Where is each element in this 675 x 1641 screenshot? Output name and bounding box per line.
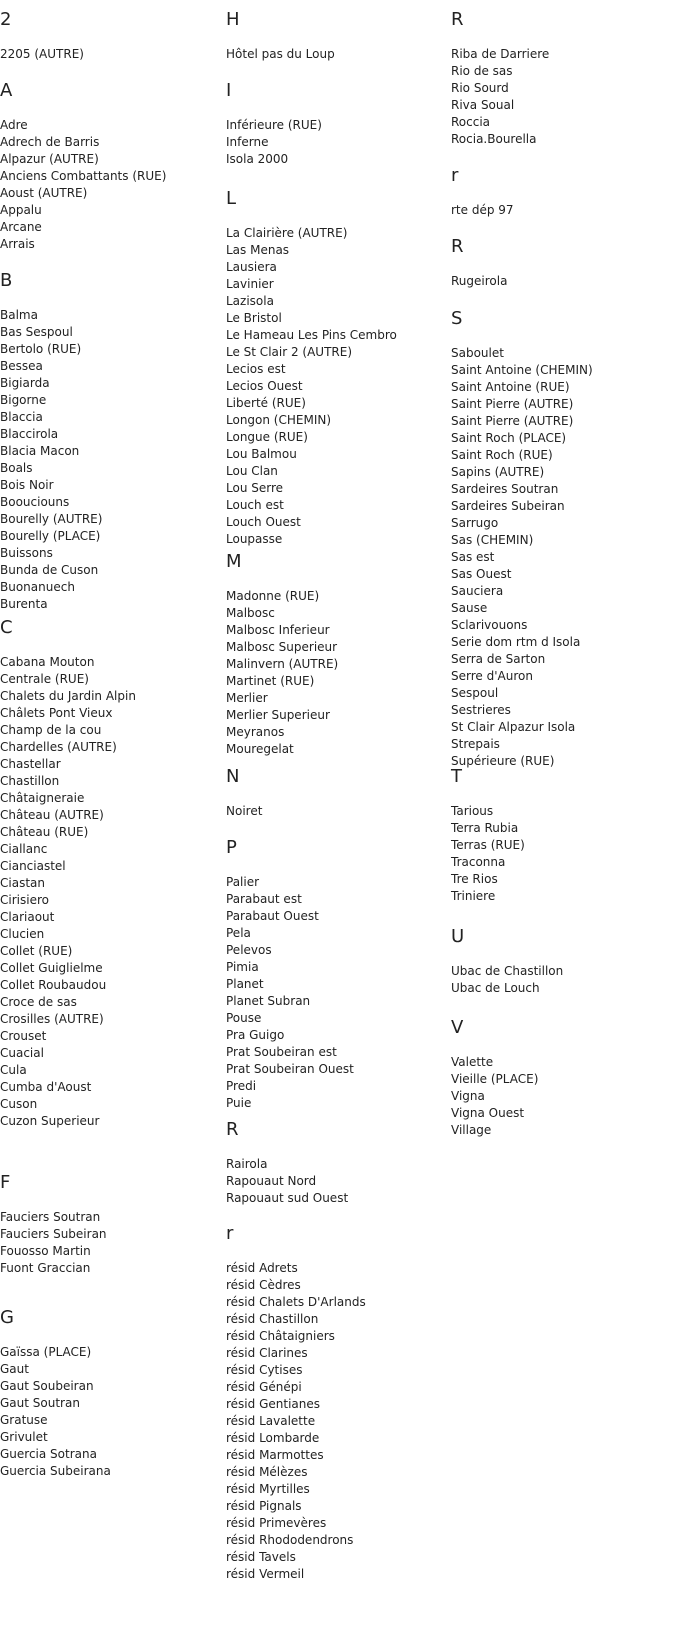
street-name: Bourelly (PLACE) [0,529,101,543]
street-list [451,202,514,219]
street-name: Isola 2000 [226,152,289,166]
street-name: Grivulet [0,1430,48,1444]
street-name: Bigiarda [0,376,50,390]
street-name: Valette [451,1055,494,1069]
street-name: résid Marmottes [226,1448,324,1462]
street-name: résid Clarines [226,1346,308,1360]
section-letter: N [226,766,240,787]
street-name: Saint Pierre (AUTRE) [451,414,574,428]
street-name: Rapouaut Nord [226,1174,317,1188]
street-name: St Clair Alpazur Isola [451,720,576,734]
street-name: Collet Guiglielme [0,961,103,975]
street-name: Sardeires Soutran [451,482,559,496]
street-name: Ubac de Chastillon [451,964,564,978]
street-name: Prat Soubeiran Ouest [226,1062,354,1076]
street-name: Lou Serre [226,481,284,495]
street-name: Guercia Subeirana [0,1464,111,1478]
street-name: résid Mélèzes [226,1465,308,1479]
street-name: Arcane [0,220,42,234]
street-name: Chardelles (AUTRE) [0,740,117,754]
street-name: Cabana Mouton [0,655,95,669]
street-name: résid Lavalette [226,1414,316,1428]
street-name: Gaut [0,1362,29,1376]
section-letter: R [451,9,464,30]
street-name: Cuson [0,1097,38,1111]
street-list [226,1260,366,1583]
street-list [451,803,525,905]
street-name: Longue (RUE) [226,430,308,444]
street-name: Châlets Pont Vieux [0,706,113,720]
street-name: Meyranos [226,725,285,739]
street-name: Blacia Macon [0,444,80,458]
street-name: Hôtel pas du Loup [226,47,335,61]
street-name: Blaccirola [0,427,59,441]
street-name: Sestrieres [451,703,511,717]
section-letter: G [0,1307,14,1328]
street-name: Triniere [451,889,496,903]
street-name: Anciens Combattants (RUE) [0,169,167,183]
street-name: Sardeires Subeiran [451,499,565,513]
street-name: Traconna [451,855,506,869]
street-name: Collet (RUE) [0,944,73,958]
street-name: Alpazur (AUTRE) [0,152,99,166]
street-list [0,654,136,1130]
section-letter: P [226,837,237,858]
street-name: Bessea [0,359,43,373]
street-name: résid Lombarde [226,1431,320,1445]
street-name: Bigorne [0,393,47,407]
street-name: Cuzon Superieur [0,1114,100,1128]
street-name: Rio de sas [451,64,513,78]
section-letter: T [451,766,462,787]
street-name: Noiret [226,804,263,818]
section-letter: U [451,926,465,947]
street-name: Malbosc Superieur [226,640,338,654]
street-name: Malbosc [226,606,275,620]
street-name: Bourelly (AUTRE) [0,512,103,526]
street-name: Martinet (RUE) [226,674,315,688]
street-name: résid Adrets [226,1261,298,1275]
street-name: Lou Clan [226,464,278,478]
street-name: Lecios Ouest [226,379,303,393]
street-name: Vieille (PLACE) [451,1072,539,1086]
street-name: Malbosc Inferieur [226,623,330,637]
street-name: Champ de la cou [0,723,102,737]
street-name: Supérieure (RUE) [451,754,555,768]
street-name: Saint Roch (RUE) [451,448,553,462]
street-name: Rugeirola [451,274,508,288]
street-list [451,345,593,770]
street-list [226,874,354,1112]
street-name: Appalu [0,203,42,217]
street-name: Liberté (RUE) [226,396,306,410]
street-name: résid Pignals [226,1499,302,1513]
street-name: Sapins (AUTRE) [451,465,545,479]
street-name: Sause [451,601,488,615]
street-name: Vigna Ouest [451,1106,525,1120]
street-name: Cula [0,1063,27,1077]
street-name: résid Vermeil [226,1567,305,1581]
street-name: Clariaout [0,910,55,924]
street-name: Predi [226,1079,257,1093]
street-name: résid Primevères [226,1516,327,1530]
street-list [0,46,84,63]
street-name: Fuont Graccian [0,1261,91,1275]
street-name: Saint Antoine (RUE) [451,380,570,394]
street-name: Bas Sespoul [0,325,73,339]
street-name: Pouse [226,1011,262,1025]
street-name: Roccia [451,115,491,129]
street-name: Terra Rubia [451,821,519,835]
street-name: Tarious [451,804,494,818]
street-name: Sas Ouest [451,567,512,581]
street-name: La Clairière (AUTRE) [226,226,348,240]
street-name: Pela [226,926,251,940]
section-letter: S [451,308,463,329]
street-name: Madonne (RUE) [226,589,320,603]
street-list [0,117,166,253]
street-name: Las Menas [226,243,290,257]
street-name: résid Cytises [226,1363,303,1377]
street-name: Lou Balmou [226,447,297,461]
street-name: Château (RUE) [0,825,89,839]
street-name: Lavinier [226,277,274,291]
street-name: résid Chalets D'Arlands [226,1295,366,1309]
section-letter: A [0,80,13,101]
street-name: Pra Guigo [226,1028,285,1042]
street-name: Balma [0,308,38,322]
street-name: résid Cèdres [226,1278,301,1292]
section-letter: M [226,551,242,572]
section-letter: R [451,236,464,257]
street-name: Bunda de Cuson [0,563,99,577]
street-list [226,225,397,548]
street-name: Merlier Superieur [226,708,330,722]
street-name: Serre d'Auron [451,669,533,683]
street-name: Croce de sas [0,995,77,1009]
street-name: Gratuse [0,1413,48,1427]
street-name: Crouset [0,1029,47,1043]
street-name: Mouregelat [226,742,294,756]
section-letter: V [451,1017,464,1038]
street-name: Inferne [226,135,269,149]
street-name: Tre Rios [451,872,498,886]
street-name: Terras (RUE) [451,838,525,852]
street-name: Blaccia [0,410,43,424]
street-list [0,307,102,613]
street-name: Bois Noir [0,478,54,492]
street-name: Parabaut Ouest [226,909,319,923]
street-name: Louch est [226,498,284,512]
street-list [451,46,549,148]
street-name: Ubac de Louch [451,981,540,995]
street-list [0,1209,107,1277]
street-list [0,1344,111,1480]
street-name: Sauciera [451,584,504,598]
street-name: Planet [226,977,264,991]
street-name: Fouosso Martin [0,1244,91,1258]
street-name: Ciastan [0,876,45,890]
street-name: Sclarivouons [451,618,528,632]
street-name: Gaïssa (PLACE) [0,1345,92,1359]
street-name: Crosilles (AUTRE) [0,1012,104,1026]
street-name: Saint Antoine (CHEMIN) [451,363,593,377]
section-letter: L [226,188,237,209]
street-name: Château (AUTRE) [0,808,104,822]
street-name: Cuacial [0,1046,44,1060]
street-name: résid Chastillon [226,1312,319,1326]
street-name: résid Tavels [226,1550,296,1564]
street-name: Serie dom rtm d Isola [451,635,581,649]
street-name: Fauciers Soutran [0,1210,101,1224]
street-name: Planet Subran [226,994,311,1008]
street-name: Châtaigneraie [0,791,85,805]
street-name: Riba de Darriere [451,47,550,61]
street-name: Cirisiero [0,893,49,907]
street-name: Sas est [451,550,495,564]
street-name: Longon (CHEMIN) [226,413,332,427]
street-name: Boals [0,461,33,475]
section-letter: B [0,270,13,291]
street-name: résid Châtaigniers [226,1329,335,1343]
street-list [226,46,335,63]
street-name: Buissons [0,546,53,560]
street-name: Vigna [451,1089,485,1103]
street-name: Cumba d'Aoust [0,1080,92,1094]
street-name: Loupasse [226,532,283,546]
street-name: Burenta [0,597,48,611]
street-name: Arrais [0,237,35,251]
street-name: Le Bristol [226,311,282,325]
street-name: Louch Ouest [226,515,301,529]
street-name: Chalets du Jardin Alpin [0,689,136,703]
street-name: Sespoul [451,686,499,700]
street-name: Village [451,1123,492,1137]
street-name: résid Gentianes [226,1397,320,1411]
street-name: résid Rhododendrons [226,1533,354,1547]
street-name: 2205 (AUTRE) [0,47,84,61]
section-letter: 2 [0,9,12,30]
street-name: Clucien [0,927,45,941]
street-name: Le St Clair 2 (AUTRE) [226,345,353,359]
street-name: Lazisola [226,294,274,308]
street-name: Guercia Sotrana [0,1447,97,1461]
street-name: Prat Soubeiran est [226,1045,337,1059]
street-name: Lecios est [226,362,286,376]
street-name: Cianciastel [0,859,66,873]
street-name: Lausiera [226,260,277,274]
street-name: Rapouaut sud Ouest [226,1191,349,1205]
street-name: Centrale (RUE) [0,672,89,686]
section-letter: C [0,617,13,638]
street-name: Palier [226,875,260,889]
street-name: Saint Roch (PLACE) [451,431,567,445]
street-list [451,1054,538,1139]
street-name: Rairola [226,1157,268,1171]
street-list [451,273,507,290]
street-name: Chastillon [0,774,60,788]
street-name: Parabaut est [226,892,302,906]
street-name: Adrech de Barris [0,135,100,149]
street-list [226,117,322,168]
street-list [451,963,563,997]
street-list [226,803,262,820]
street-name: Pelevos [226,943,272,957]
street-name: Ciallanc [0,842,48,856]
section-letter: r [226,1223,234,1244]
street-name: Gaut Soubeiran [0,1379,94,1393]
street-name: résid Génépi [226,1380,302,1394]
section-letter: I [226,80,232,101]
street-name: Collet Roubaudou [0,978,107,992]
street-name: Aoust (AUTRE) [0,186,88,200]
street-name: Bertolo (RUE) [0,342,82,356]
street-name: Boouciouns [0,495,70,509]
street-name: Puie [226,1096,252,1110]
section-letter: R [226,1119,239,1140]
street-name: Sas (CHEMIN) [451,533,534,547]
street-name: Rocia.Bourella [451,132,537,146]
street-name: Adre [0,118,28,132]
street-name: Le Hameau Les Pins Cembro [226,328,397,342]
street-name: Saboulet [451,346,504,360]
street-name: Fauciers Subeiran [0,1227,107,1241]
street-name: Riva Soual [451,98,515,112]
street-name: Serra de Sarton [451,652,546,666]
street-name: Chastellar [0,757,61,771]
street-name: Inférieure (RUE) [226,118,322,132]
section-letter: F [0,1172,11,1193]
street-name: Gaut Soutran [0,1396,80,1410]
street-name: Sarrugo [451,516,499,530]
street-name: Malinvern (AUTRE) [226,657,339,671]
street-name: Merlier [226,691,268,705]
street-name: Pimia [226,960,259,974]
street-list [226,1156,348,1207]
street-name: Buonanuech [0,580,75,594]
street-list [226,588,338,758]
street-name: Strepais [451,737,500,751]
street-name: résid Myrtilles [226,1482,310,1496]
section-letter: H [226,9,240,30]
street-name: Rio Sourd [451,81,509,95]
street-name: rte dép 97 [451,203,514,217]
street-name: Saint Pierre (AUTRE) [451,397,574,411]
section-letter: r [451,165,459,186]
